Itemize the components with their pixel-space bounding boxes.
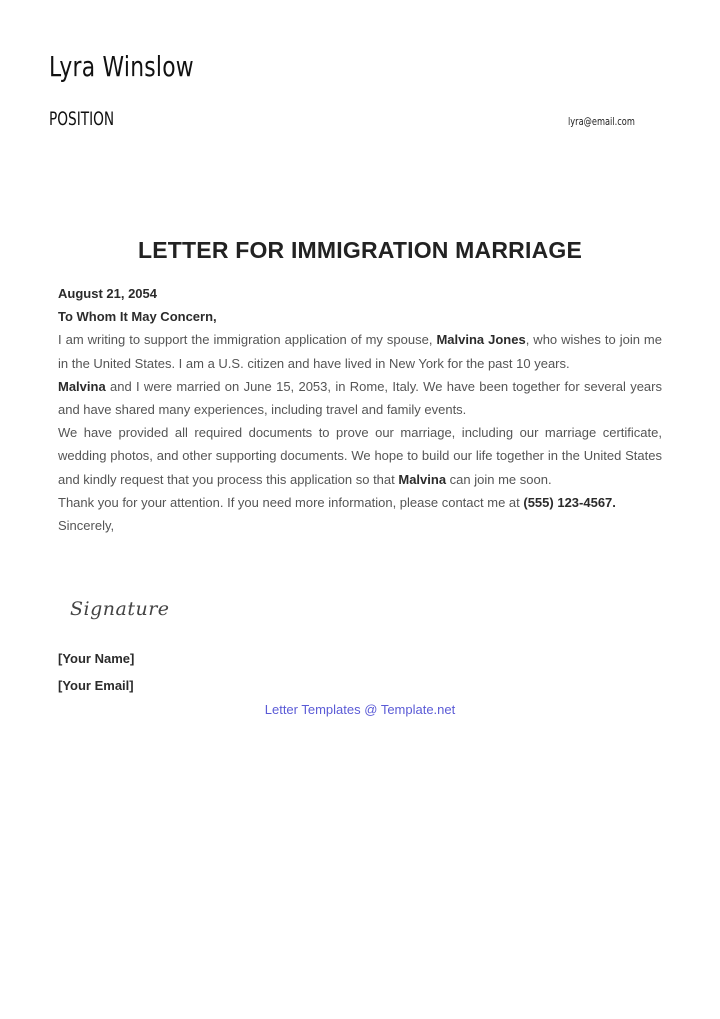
paragraph-2-text: and I were married on June 15, 2053, in Rome, Italy. We have been together for several years and have shared many experiences, including travel and family events. bbox=[58, 378, 662, 418]
paragraph-3-text-a: We have provided all required documents to prove our marriage, including our marriage certificate, wedding photos, and other supporting documents. We hope to build our life together in the United States and kindly request that you process this application so that bbox=[58, 425, 662, 487]
sender-email: lyra@email.com bbox=[568, 115, 635, 128]
paragraph-1 bbox=[58, 328, 662, 374]
letter-closing: Sincerely, bbox=[58, 518, 115, 534]
spouse-name: Malvina bbox=[398, 471, 447, 487]
paragraph-3-text-b: can join me soon. bbox=[446, 471, 552, 487]
letter-date: August 21, 2054 bbox=[58, 286, 157, 301]
letter-templates-link[interactable]: Letter Templates bbox=[264, 702, 361, 717]
paragraph-1-text-a: I am writing to support the immigration application of my spouse, bbox=[58, 332, 437, 348]
letter-title: LETTER FOR IMMIGRATION MARRIAGE bbox=[137, 237, 583, 263]
footer-credit bbox=[0, 702, 720, 717]
paragraph-4 bbox=[58, 491, 662, 514]
signature: Signature bbox=[70, 598, 170, 620]
paragraph-2 bbox=[58, 375, 662, 421]
paragraph-1-text-b: , who wishes to join me in the United States. I am a U.S. citizen and have lived in New York for the past 10 years. bbox=[58, 332, 662, 371]
sender-name: Lyra Winslow bbox=[49, 50, 194, 83]
paragraph-3 bbox=[58, 421, 662, 491]
footer-separator: @ bbox=[360, 702, 381, 717]
letter-salutation: To Whom It May Concern, bbox=[58, 309, 217, 325]
letter-body bbox=[58, 282, 662, 537]
spouse-full-name: Malvina Jones bbox=[436, 332, 526, 348]
paragraph-4-text: Thank you for your attention. If you need more information, please contact me at bbox=[58, 494, 524, 510]
contact-phone: (555) 123-4567. bbox=[523, 494, 616, 510]
your-email-placeholder: [Your Email] bbox=[58, 678, 134, 693]
your-name-placeholder: [Your Name] bbox=[58, 651, 135, 666]
spouse-name: Malvina bbox=[58, 378, 106, 394]
sender-position: POSITION bbox=[49, 108, 115, 130]
template-net-link[interactable]: Template.net bbox=[380, 702, 456, 717]
